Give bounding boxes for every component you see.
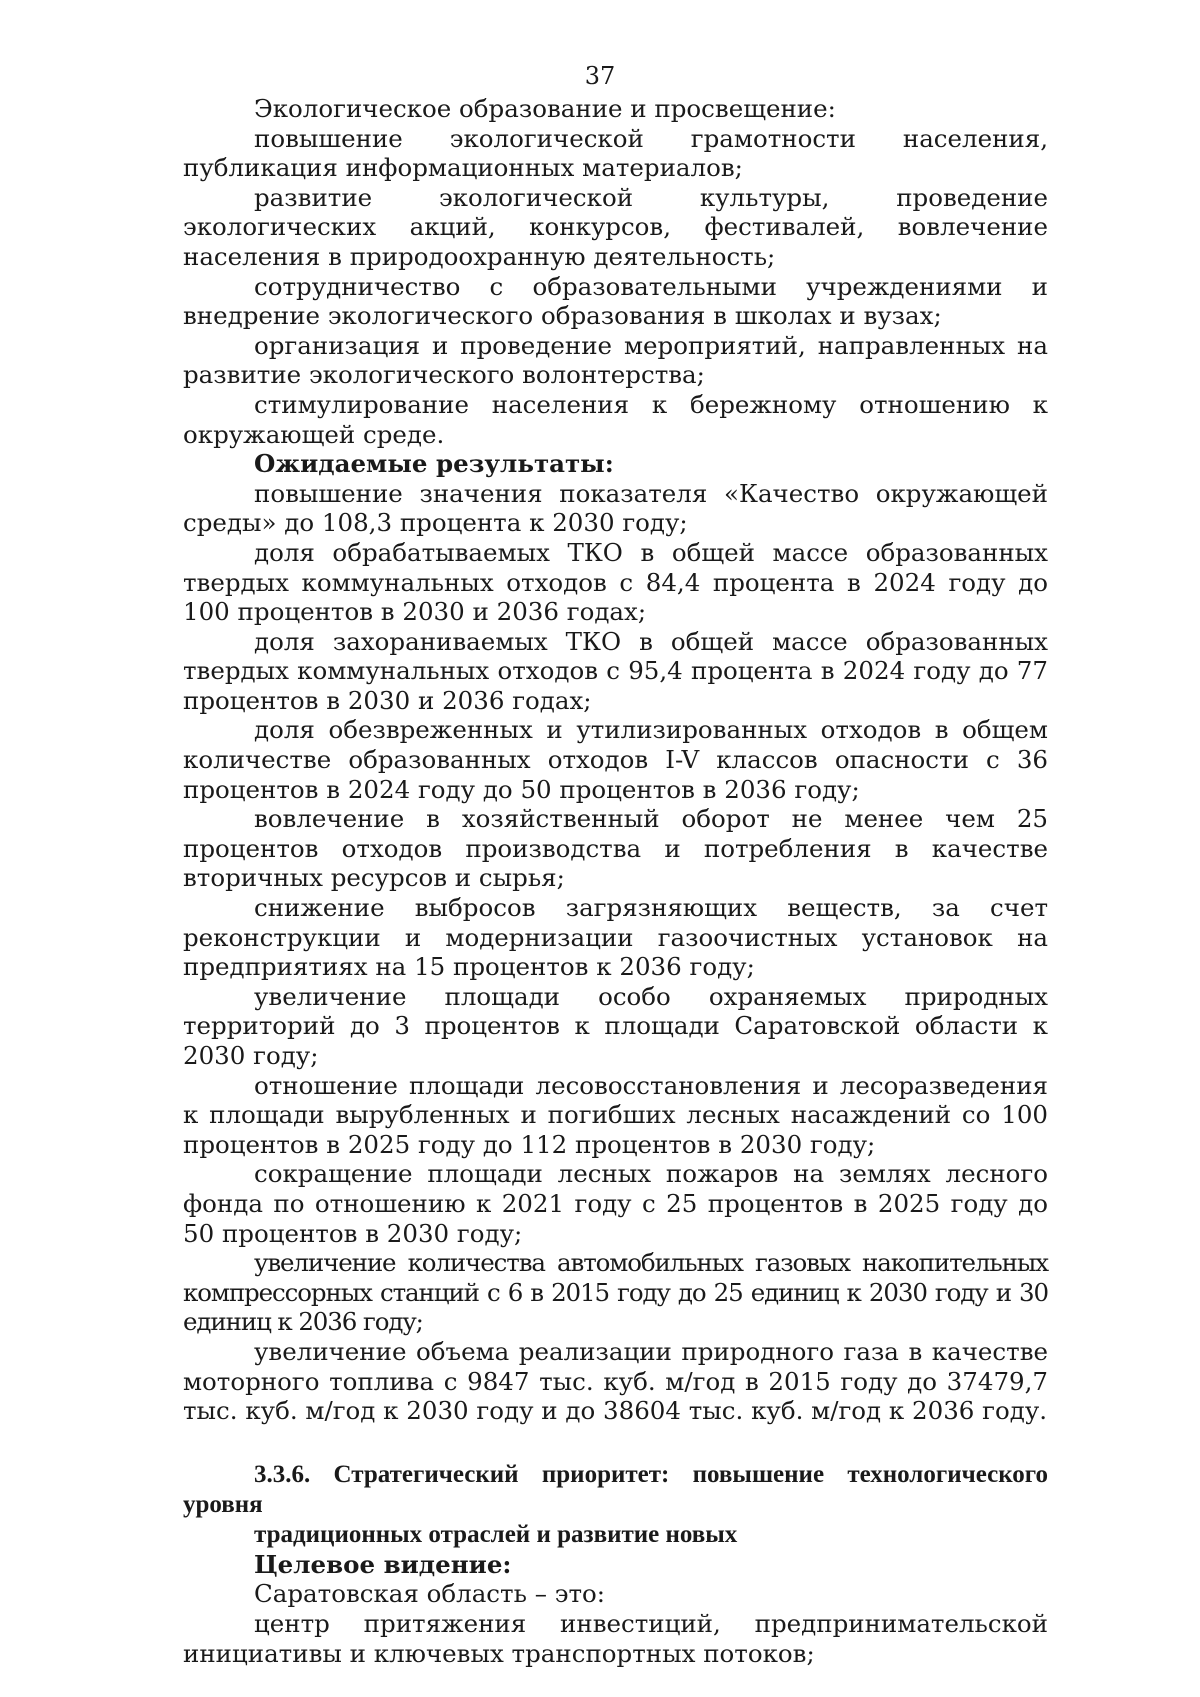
- paragraph-result-reforestation: отношение площади лесовосстановления и лесоразведения к площади вырубленных и погибших лесных насаждений со 100 процентов в 2025 году до 112 процентов в 2030 году;: [183, 1070, 1048, 1159]
- expected-results-heading: Ожидаемые результаты:: [254, 449, 614, 479]
- paragraph-volunteering: организация и проведение мероприятий, направленных на развитие экологического волонтерства;: [183, 330, 1048, 390]
- paragraph-result-protected-areas: увеличение площади особо охраняемых природных территорий до 3 процентов к площади Саратовской области к 2030 году;: [183, 981, 1048, 1070]
- paragraph-result-forest-fires: сокращение площади лесных пожаров на землях лесного фонда по отношению к 2021 году с 25 процентов в 2025 году до 50 процентов в 2030 году;: [183, 1159, 1048, 1248]
- paragraph-result-waste-neutralized: доля обезвреженных и утилизированных отходов в общем количестве образованных отходов I-V классов опасности с 36 процентов в 2024 году до 50 процентов в 2036 году;: [183, 715, 1048, 804]
- section-title-line-1: 3.3.6. Стратегический приоритет: повышение технологического уровня: [183, 1460, 1048, 1518]
- paragraph-saratov-region: Саратовская область – это:: [254, 1579, 606, 1609]
- paragraph-stimulation: стимулирование населения к бережному отношению к окружающей среде.: [183, 389, 1048, 449]
- paragraph-eco-education-title: Экологическое образование и просвещение:: [254, 94, 836, 123]
- paragraph-result-emissions: снижение выбросов загрязняющих веществ, за счет реконструкции и модернизации газоочистных установок на предприятиях на 15 процентов к 2036 году;: [183, 893, 1048, 982]
- section-title: [183, 1460, 1048, 1550]
- section-spacer: [183, 1426, 1048, 1460]
- section-title-line-2: традиционных отраслей и развитие новых: [254, 1520, 738, 1548]
- paragraph-result-tko-buried: доля захораниваемых ТКО в общей массе образованных твердых коммунальных отходов с 95,4 процента в 2024 году до 77 процентов в 2030 и 2036 годах;: [183, 626, 1048, 715]
- paragraph-eco-literacy: повышение экологической грамотности населения, публикация информационных материалов;: [183, 123, 1048, 183]
- paragraph-result-secondary-resources: вовлечение в хозяйственный оборот не менее чем 25 процентов отходов производства и потребления в качестве вторичных ресурсов и сырья;: [183, 804, 1048, 893]
- paragraph-result-natural-gas: увеличение объема реализации природного газа в качестве моторного топлива с 9847 тыс. куб. м/год в 2015 году до 37479,7 тыс. куб. м/год к 2030 году и до 38604 тыс. куб. м/год к 2036 году.: [183, 1336, 1048, 1426]
- paragraph-result-tko-processed: доля обрабатываемых ТКО в общей массе образованных твердых коммунальных отходов с 84,4 процента в 2024 году до 100 процентов в 2030 и 2036 годах;: [183, 537, 1048, 627]
- page-number: 37: [584, 62, 616, 90]
- paragraph-investment-center: центр притяжения инвестиций, предпринимательской инициативы и ключевых транспортных потоков;: [183, 1608, 1048, 1668]
- paragraph-result-gas-stations: увеличение количества автомобильных газовых накопительных компрессорных станций с 6 в 2015 году до 25 единиц к 2030 году и 30 единиц к 2036 году;: [183, 1248, 1048, 1337]
- paragraph-eco-culture: развитие экологической культуры, проведение экологических акций, конкурсов, фестивалей, вовлечение населения в природоохранную деятельность;: [183, 182, 1048, 271]
- target-vision-heading: Целевое видение:: [254, 1549, 512, 1579]
- paragraph-result-environment-quality: повышение значения показателя «Качество окружающей среды» до 108,3 процента к 2030 году;: [183, 478, 1048, 538]
- document-body: [183, 94, 1048, 1668]
- paragraph-cooperation: сотрудничество с образовательными учреждениями и внедрение экологического образования в школах и вузах;: [183, 271, 1048, 331]
